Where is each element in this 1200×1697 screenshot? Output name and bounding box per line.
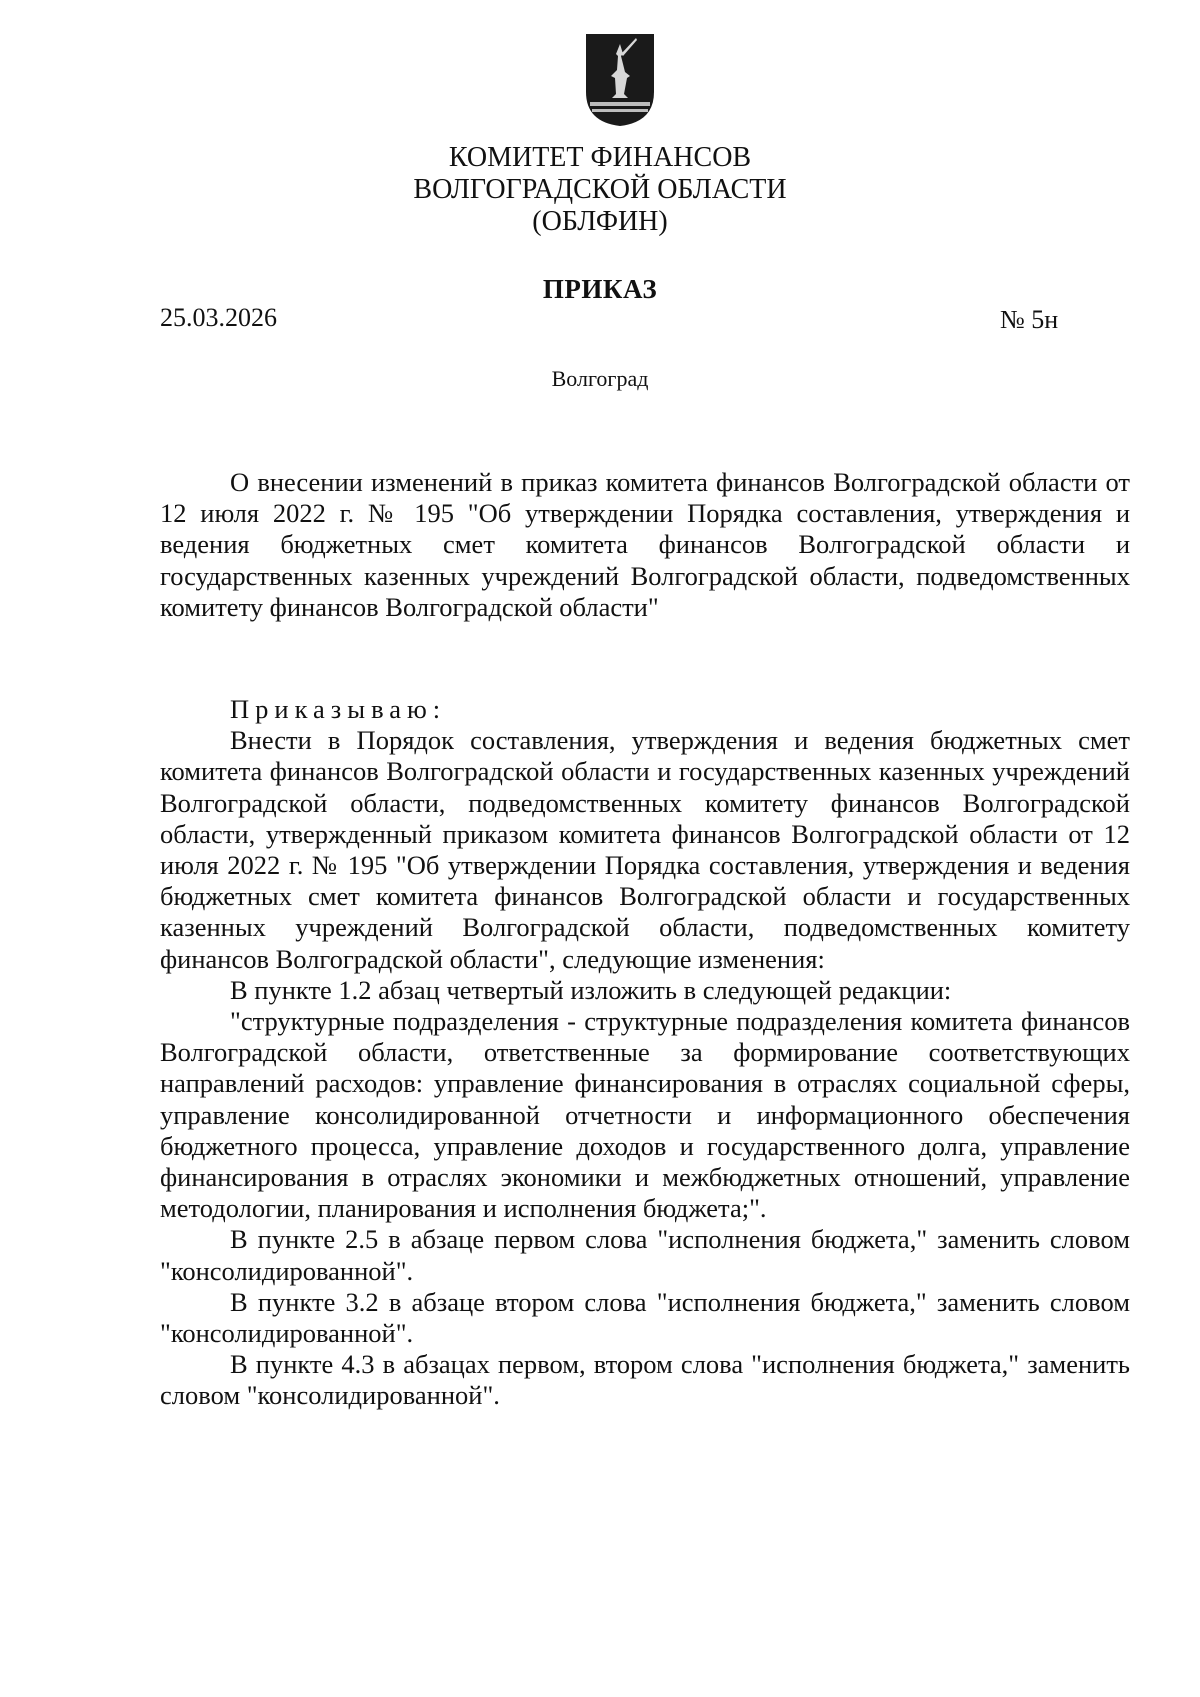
body-paragraph-3: "структурные подразделения - структурные подразделения комитета финансов Волгоградской области, ответственные за формирование соответствующих направлений расходов: управление финансирования в отраслях социальной сферы, управление консолидированной отчетности и информационного обеспечения бюджетного процесса, управление доходов и государственного долга, управление финансирования в отраслях экономики и межбюджетных отношений, управление методологии, планирования и исполнения бюджета;".: [160, 1006, 1130, 1224]
org-line-1: КОМИТЕТ ФИНАНСОВ: [448, 142, 752, 173]
organization-name: [300, 142, 900, 238]
order-number: № 5н: [1000, 305, 1059, 334]
volgograd-coat-of-arms-icon: [584, 32, 656, 128]
decree-word: Приказываю:: [230, 694, 447, 724]
order-title: ПРИКАЗ: [542, 274, 658, 304]
order-date: 25.03.2026: [160, 303, 277, 332]
body-paragraph-4: В пункте 2.5 в абзаце первом слова "исполнения бюджета," заменить словом "консолидированной".: [160, 1224, 1130, 1286]
order-city: Волгоград: [551, 366, 649, 391]
body-paragraph-6: В пункте 4.3 в абзацах первом, втором слова "исполнения бюджета," заменить словом "консолидированной".: [160, 1349, 1130, 1411]
body-paragraph-1: Внести в Порядок составления, утверждения и ведения бюджетных смет комитета финансов Волгоградской области и государственных казенных учреждений Волгоградской области, подведомственных комитету финансов Волгоградской области, утвержденный приказом комитета финансов Волгоградской области от 12 июля 2022 г. № 195 "Об утверждении Порядка составления, утверждения и ведения бюджетных смет комитета финансов Волгоградской области и государственных казенных учреждений Волгоградской области, подведомственных комитету финансов Волгоградской области", следующие изменения:: [160, 725, 1130, 974]
subject-text: О внесении изменений в приказ комитета финансов Волгоградской области от 12 июля 2022 г. № 195 "Об утверждении Порядка составления, утверждения и ведения бюджетных смет комитета финансов Волгоградской области и государственных казенных учреждений Волгоградской области, подведомственных комитету финансов Волгоградской области": [160, 467, 1130, 622]
order-body: [160, 694, 1130, 1412]
org-line-2: ВОЛГОГРАДСКОЙ ОБЛАСТИ: [413, 174, 787, 205]
order-subject: [160, 467, 1130, 623]
body-paragraph-5: В пункте 3.2 в абзаце втором слова "исполнения бюджета," заменить словом "консолидированной".: [160, 1286, 1130, 1349]
org-line-3: (ОБЛФИН): [532, 206, 668, 237]
body-paragraph-2: В пункте 1.2 абзац четвертый изложить в следующей редакции:: [230, 974, 952, 1005]
